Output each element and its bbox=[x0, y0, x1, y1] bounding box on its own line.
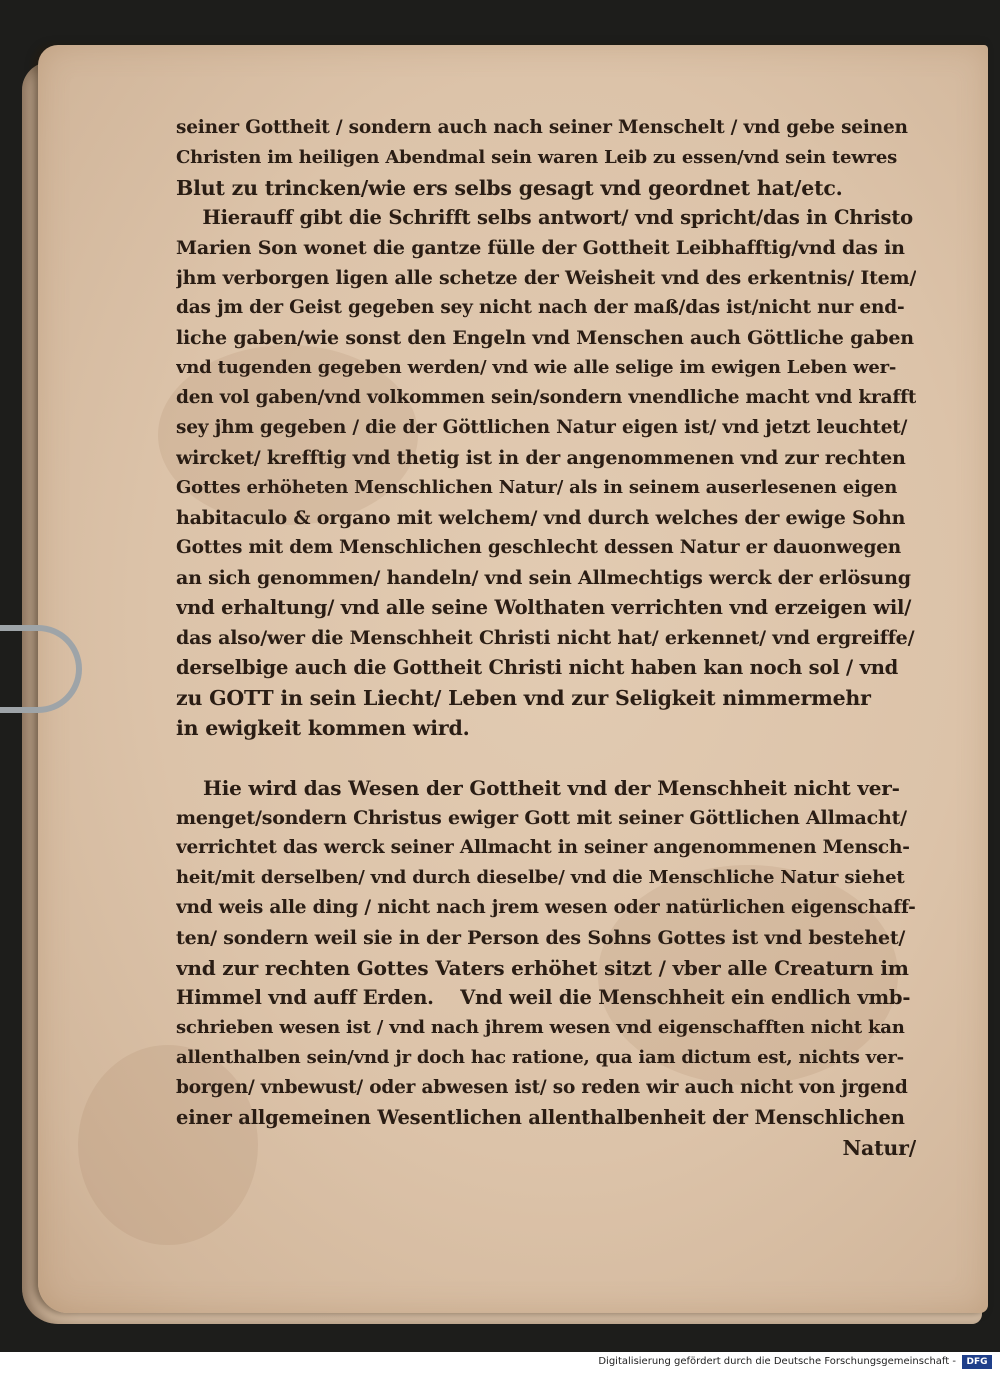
text-line: allenthalben sein/vnd jr doch hac ratione, qua iam dictum est, nichts ver- bbox=[176, 1047, 904, 1068]
text-line: derselbige auch die Gottheit Christi nicht haben kan noch sol / vnd bbox=[176, 656, 899, 679]
text-line: heit/mit derselben/ vnd durch dieselbe/ vnd die Menschliche Natur siehet bbox=[176, 867, 905, 888]
text-line: habitaculo & organo mit welchem/ vnd durch welches der ewige Sohn bbox=[176, 507, 906, 529]
text-line: Hie wird das Wesen der Gottheit vnd der Menschheit nicht ver- bbox=[176, 776, 900, 800]
text-line: in ewigkeit kommen wird. bbox=[176, 716, 470, 740]
text-line: ten/ sondern weil sie in der Person des Sohns Gottes ist vnd bestehet/ bbox=[176, 927, 906, 949]
text-line: Gottes mit dem Menschlichen geschlecht dessen Natur er dauonwegen bbox=[176, 537, 902, 558]
text-line: vnd tugenden gegeben werden/ vnd wie alle selige im ewigen Leben wer- bbox=[176, 357, 897, 378]
paragraph-2 bbox=[176, 773, 916, 1163]
funding-notice: Digitalisierung gefördert durch die Deutsche Forschungsgemeinschaft - bbox=[598, 1356, 956, 1367]
text-line: vnd weis alle ding / nicht nach jrem wesen oder natürlichen eigenschaff- bbox=[176, 897, 916, 918]
text-line: das jm der Geist gegeben sey nicht nach der maß/das ist/nicht nur end- bbox=[176, 297, 905, 318]
text-line: menget/sondern Christus ewiger Gott mit seiner Göttlichen Allmacht/ bbox=[176, 807, 907, 829]
text-line: verrichtet das werck seiner Allmacht in seiner angenommenen Mensch- bbox=[176, 837, 910, 858]
text-line: vnd erhaltung/ vnd alle seine Wolthaten verrichten vnd erzeigen wil/ bbox=[176, 596, 912, 619]
text-line: Gottes erhöheten Menschlichen Natur/ als in seinem auserlesenen eigen bbox=[176, 477, 898, 498]
text-line: borgen/ vnbewust/ oder abwesen ist/ so reden wir auch nicht von jrgend bbox=[176, 1077, 908, 1098]
dfg-logo[interactable]: DFG bbox=[962, 1355, 992, 1369]
text-line: an sich genommen/ handeln/ vnd sein Allmechtigs werck der erlösung bbox=[176, 567, 911, 589]
catchword: Natur/ bbox=[842, 1136, 916, 1160]
text-line: liche gaben/wie sonst den Engeln vnd Menschen auch Göttliche gaben bbox=[176, 327, 914, 349]
text-line: Marien Son wonet die gantze fülle der Gottheit Leibhafftig/vnd das in bbox=[176, 237, 905, 259]
text-line: Blut zu trincken/wie ers selbs gesagt vnd geordnet hat/etc. bbox=[176, 176, 843, 200]
paragraph-1 bbox=[176, 113, 916, 743]
text-line: zu GOTT in sein Liecht/ Leben vnd zur Seligkeit nimmermehr bbox=[176, 686, 871, 710]
text-line: einer allgemeinen Wesentlichen allenthalbenheit der Menschlichen bbox=[176, 1106, 905, 1129]
text-line: wircket/ krefftig vnd thetig ist in der angenommenen vnd zur rechten bbox=[176, 447, 906, 469]
page-text bbox=[176, 113, 916, 1163]
text-line: Himmel vnd auff Erden. Vnd weil die Menschheit ein endlich vmb- bbox=[176, 986, 911, 1009]
text-line: vnd zur rechten Gottes Vaters erhöhet sitzt / vber alle Creaturn im bbox=[176, 956, 909, 980]
text-line: schrieben wesen ist / vnd nach jhrem wesen vnd eigenschafften nicht kan bbox=[176, 1017, 905, 1038]
footer-bar bbox=[0, 1352, 1000, 1373]
text-line: jhm verborgen ligen alle schetze der Weisheit vnd des erkentnis/ Item/ bbox=[176, 267, 916, 289]
text-line: sey jhm gegeben / die der Göttlichen Natur eigen ist/ vnd jetzt leuchtet/ bbox=[176, 417, 908, 438]
text-line: seiner Gottheit / sondern auch nach seiner Menschelt / vnd gebe seinen bbox=[176, 117, 908, 138]
text-line: Hierauff gibt die Schrifft selbs antwort/ vnd spricht/das in Christo bbox=[176, 206, 913, 229]
text-line: das also/wer die Menschheit Christi nicht hat/ erkennet/ vnd ergreiffe/ bbox=[176, 627, 915, 649]
text-line: Christen im heiligen Abendmal sein waren Leib zu essen/vnd sein tewres bbox=[176, 147, 898, 168]
text-line: den vol gaben/vnd volkommen sein/sondern vnendliche macht vnd krafft bbox=[176, 387, 916, 408]
